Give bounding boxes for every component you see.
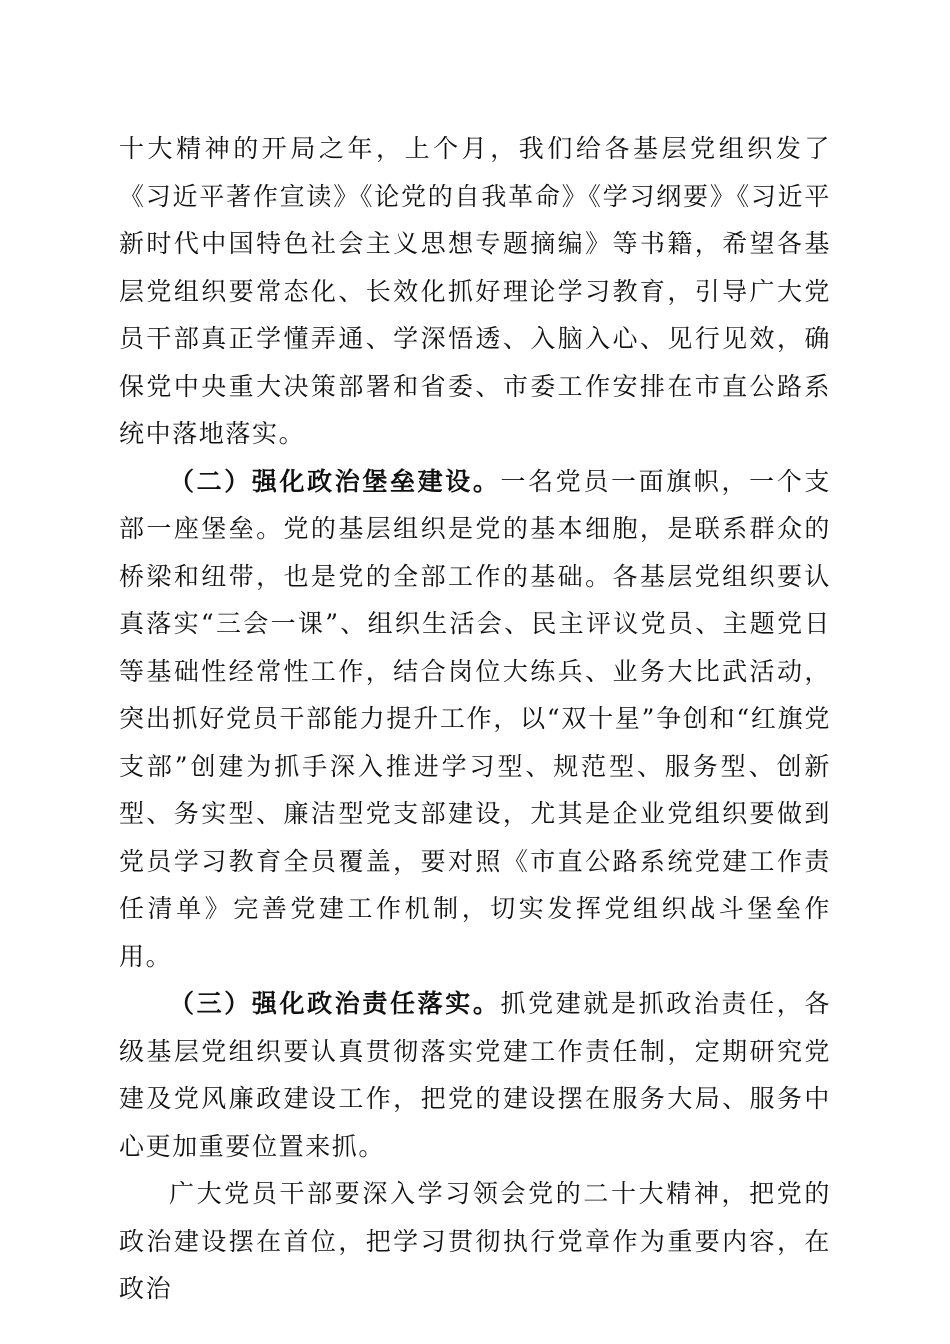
paragraph-text: 一名党员一面旗帜，一个支部一座堡垒。党的基层组织是党的基本细胞，是联系群众的桥梁和纽带，也是党的全部工作的基础。各基层党组织要认真落实“三会一课”、组织生活会、民主评议党员、主题党日等基础性经常性工作，结合岗位大练兵、业务大比武活动，突出抓好党员干部能力提升工作，以“双十星”争创和“红旗党支部”创建为抓手深入推进学习型、规范型、服务型、创新型、务实型、廉洁型党支部建设，尤其是企业党组织要做到党员学习教育全员覆盖，要对照《市直公路系统党建工作责任清单》完善党建工作机制，切实发挥党组织战斗堡垒作用。	[119, 466, 832, 971]
paragraph-text: 抓党建就是抓政治责任，各级基层党组织要认真贯彻落实党建工作责任制，定期研究党建及党风廉政建设工作，把党的建设摆在服务大局、服务中心更加重要位置来抓。	[119, 989, 832, 1161]
paragraph-text: 广大党员干部要深入学习领会党的二十大精神，把党的政治建设摆在首位，把学习贯彻执行党章作为重要内容，在政治	[119, 1179, 831, 1303]
paragraph-text: 十大精神的开局之年，上个月，我们给各基层党组织发了《习近平著作宣读》《论党的自我革命》《学习纲要》《习近平新时代中国特色社会主义思想专题摘编》等书籍，希望各基层党组织要常态化、长效化抓好理论学习教育，引导广大党员干部真正学懂弄通、学深悟透、入脑入心、见行见效，确保党中央重大决策部署和省委、市委工作安排在市直公路系统中落地落实。	[119, 134, 831, 448]
section-heading-responsibility: （三）强化政治责任落实。	[169, 989, 501, 1018]
paragraph-political-responsibility	[119, 980, 831, 1170]
paragraph-continuation	[119, 125, 831, 458]
document-body	[119, 125, 831, 1313]
section-heading-fortress: （二）强化政治堡垒建设。	[169, 466, 501, 496]
paragraph-political-fortress	[119, 458, 831, 981]
paragraph-party-members	[119, 1170, 831, 1313]
